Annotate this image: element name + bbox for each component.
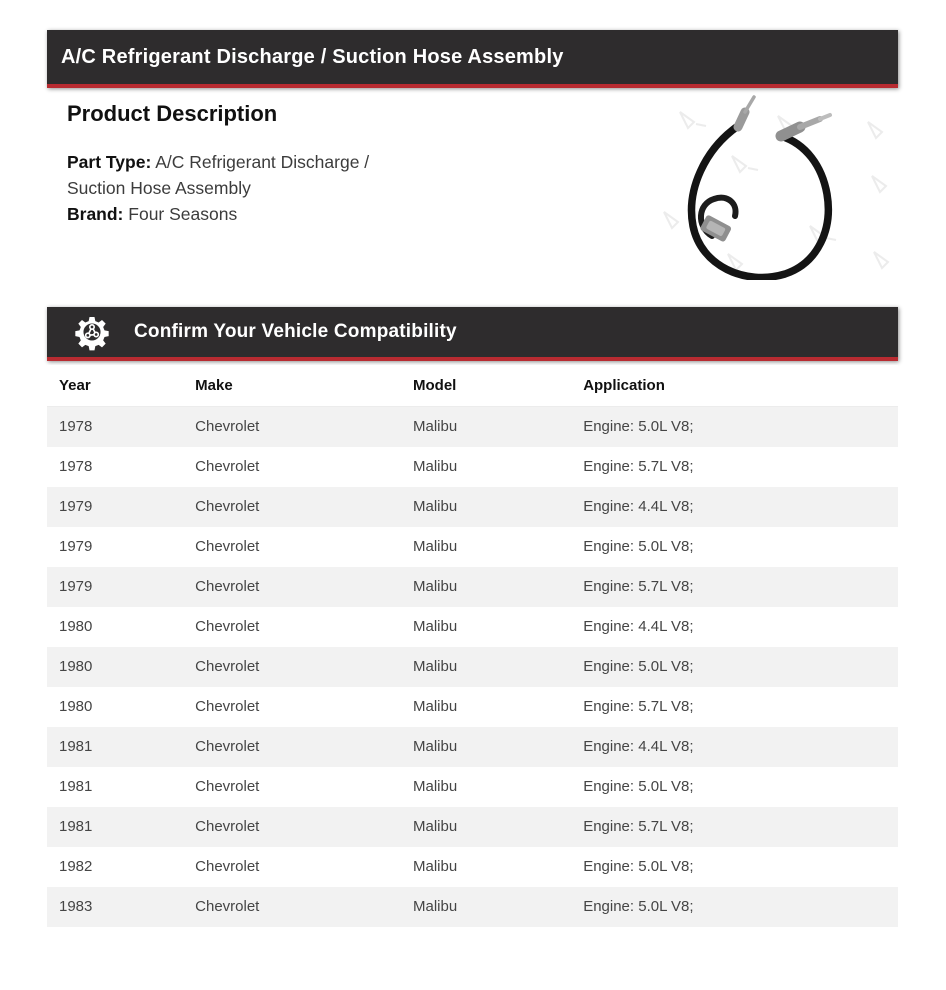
part-type-value: A/C Refrigerant Discharge / Suction Hose Assembly [67,152,370,198]
cell-make: Chevrolet [195,778,260,795]
product-meta [67,149,419,227]
cell-application: Engine: 5.0L V8; [583,858,694,875]
column-header-make: Make [183,365,401,407]
cell-make: Chevrolet [195,858,260,875]
cell-year: 1980 [59,618,93,635]
product-description-heading: Product Description [67,101,278,126]
product-title-bar [47,30,898,88]
table-row [47,407,898,447]
gear-icon [72,312,112,352]
cell-year: 1983 [59,898,93,915]
cell-model: Malibu [413,738,458,755]
table-row [47,847,898,887]
cell-model: Malibu [413,698,458,715]
product-image [650,94,898,280]
cell-application: Engine: 5.7L V8; [583,578,694,595]
product-description-block [47,88,419,227]
cell-make: Chevrolet [195,618,260,635]
table-row [47,687,898,727]
cell-model: Malibu [413,538,458,555]
cell-make: Chevrolet [195,578,260,595]
cell-make: Chevrolet [195,698,260,715]
cell-model: Malibu [413,858,458,875]
table-row [47,527,898,567]
cell-model: Malibu [413,818,458,835]
cell-make: Chevrolet [195,658,260,675]
cell-model: Malibu [413,898,458,915]
cell-make: Chevrolet [195,898,260,915]
cell-year: 1980 [59,698,93,715]
table-row [47,887,898,927]
compatibility-header-bar [47,307,898,361]
cell-make: Chevrolet [195,738,260,755]
page-title: A/C Refrigerant Discharge / Suction Hose Assembly [61,45,564,68]
cell-year: 1981 [59,738,93,755]
cell-year: 1978 [59,418,93,436]
cell-application: Engine: 5.7L V8; [583,818,694,835]
cell-application: Engine: 5.0L V8; [583,778,694,795]
compatibility-table-body [47,407,898,927]
cell-application: Engine: 5.7L V8; [583,698,694,715]
product-section [47,88,898,307]
brand-value: Four Seasons [128,204,238,224]
cell-year: 1979 [59,578,93,595]
cell-application: Engine: 4.4L V8; [583,498,694,515]
table-row [47,807,898,847]
cell-make: Chevrolet [195,498,260,515]
column-header-year: Year [47,365,183,407]
cell-model: Malibu [413,778,458,795]
compatibility-table [47,365,898,927]
cell-model: Malibu [413,458,458,475]
cell-model: Malibu [413,578,458,595]
compatibility-heading: Confirm Your Vehicle Compatibility [134,321,457,342]
table-row [47,447,898,487]
cell-model: Malibu [413,498,458,515]
cell-year: 1980 [59,658,93,675]
cell-application: Engine: 5.0L V8; [583,538,694,555]
table-header-row [47,365,898,407]
cell-application: Engine: 5.0L V8; [583,658,694,675]
hose-assembly-illustration [650,94,898,280]
cell-make: Chevrolet [195,818,260,835]
page-content [47,30,898,927]
table-row [47,567,898,607]
cell-make: Chevrolet [195,418,260,436]
table-row [47,487,898,527]
cell-application: Engine: 5.7L V8; [583,458,694,475]
cell-year: 1979 [59,538,93,555]
cell-application: Engine: 4.4L V8; [583,738,694,755]
cell-year: 1981 [59,818,93,835]
part-type-label: Part Type: [67,152,152,172]
cell-model: Malibu [413,618,458,635]
cell-application: Engine: 5.0L V8; [583,418,694,436]
column-header-model: Model [401,365,571,407]
compatibility-table-head [47,365,898,407]
table-row [47,767,898,807]
cell-make: Chevrolet [195,538,260,555]
table-row [47,727,898,767]
cell-model: Malibu [413,658,458,675]
cell-model: Malibu [413,418,458,436]
table-row [47,607,898,647]
cell-year: 1978 [59,458,93,475]
cell-year: 1981 [59,778,93,795]
cell-year: 1979 [59,498,93,515]
cell-application: Engine: 4.4L V8; [583,618,694,635]
table-row [47,647,898,687]
brand-label: Brand: [67,204,124,224]
cell-year: 1982 [59,858,93,875]
column-header-application: Application [571,365,898,407]
hose-crimp-fitting [738,112,745,127]
cell-application: Engine: 5.0L V8; [583,898,694,915]
cell-make: Chevrolet [195,458,260,475]
